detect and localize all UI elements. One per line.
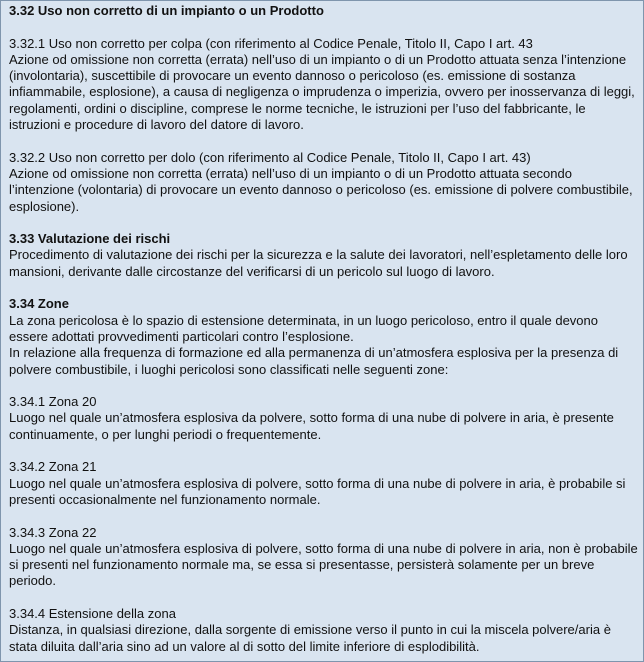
subsection-heading-3-34-3: 3.34.3 Zona 22	[9, 524, 97, 540]
subsection-body-3-34-2: Luogo nel quale un’atmosfera esplosiva di polvere, sotto forma di una nube di polvere in aria, è probabile si presenti occasionalmente nel funzionamento normale.	[9, 475, 626, 507]
section-title-3-34: 3.34 Zone	[9, 296, 69, 312]
subsection-body-3-34-4: Distanza, in qualsiasi direzione, dalla sorgente di emissione verso il punto in cui la miscela polvere/aria è stata diluita dall’aria sino ad un valore al di sotto del limite inferiore di esplodibilità.	[9, 622, 611, 654]
subsection-heading-3-32-1: 3.32.1 Uso non corretto per colpa (con riferimento al Codice Penale, Titolo II, Capo I art. 43	[9, 35, 533, 51]
document-content	[9, 3, 639, 655]
subsection-heading-3-34-1: 3.34.1 Zona 20	[9, 394, 97, 410]
subsection-body-3-32-2: Azione od omissione non corretta (errata) nell’uso di un impianto o di un Prodotto attuata secondo l’intenzione (volontaria) di provocare un evento dannoso o pericoloso (es. emissione di polvere combustibile, esplosione).	[9, 165, 633, 214]
section-title-3-32: 3.32 Uso non corretto di un impianto o un Prodotto	[9, 3, 324, 18]
spacer	[9, 280, 639, 296]
section-body-3-34: La zona pericolosa è lo spazio di estensione determinata, in un luogo pericoloso, entro il quale devono essere adottati provvedimenti particolari contro l’esplosione.	[9, 312, 598, 344]
spacer	[9, 590, 639, 606]
section-title-3-33: 3.33 Valutazione dei rischi	[9, 231, 171, 247]
spacer	[9, 19, 639, 35]
section-body-3-33: Procedimento di valutazione dei rischi per la sicurezza e la salute dei lavoratori, nell’espletamento delle loro mansioni, derivante dalle circostanze del verificarsi di un pericolo sul luogo di lavoro.	[9, 247, 628, 279]
subsection-body-3-32-1: Azione od omissione non corretta (errata) nell’uso di un impianto o di un Prodotto attuata senza l’intenzione (involontaria), suscettibile di provocare un evento dannoso o pericoloso (es. emissione di sostanza infiammabile, esplosione), a causa di negligenza o imprudenza o imperizia, ovvero per inosservanza di leggi, regolamenti, ordini o discipline, comprese le norme tecniche, le istruzioni per l’uso del fabbricante, le istruzioni e procedure di lavoro del datore di lavoro.	[9, 51, 635, 133]
spacer	[9, 508, 639, 524]
spacer	[9, 378, 639, 394]
spacer	[9, 133, 639, 149]
subsection-body-3-34-3: Luogo nel quale un’atmosfera esplosiva di polvere, sotto forma di una nube di polvere in aria, non è probabile si presenti nel funzionamento normale ma, se essa si presentasse, persisterà solamente per un breve periodo.	[9, 540, 638, 589]
spacer	[9, 443, 639, 459]
section-body-3-34-classification: In relazione alla frequenza di formazione ed alla permanenza di un’atmosfera esplosiva per la presenza di polvere combustibile, i luoghi pericolosi sono classificati nelle seguenti zone:	[9, 345, 619, 377]
subsection-heading-3-32-2: 3.32.2 Uso non corretto per dolo (con riferimento al Codice Penale, Titolo II, Capo I art. 43)	[9, 149, 531, 165]
subsection-heading-3-34-4: 3.34.4 Estensione della zona	[9, 605, 176, 621]
subsection-heading-3-34-2: 3.34.2 Zona 21	[9, 459, 97, 475]
subsection-body-3-34-1: Luogo nel quale un’atmosfera esplosiva da polvere, sotto forma di una nube di polvere in aria, è presente continuamente, o per lunghi periodi o frequentemente.	[9, 410, 614, 442]
spacer	[9, 215, 639, 231]
